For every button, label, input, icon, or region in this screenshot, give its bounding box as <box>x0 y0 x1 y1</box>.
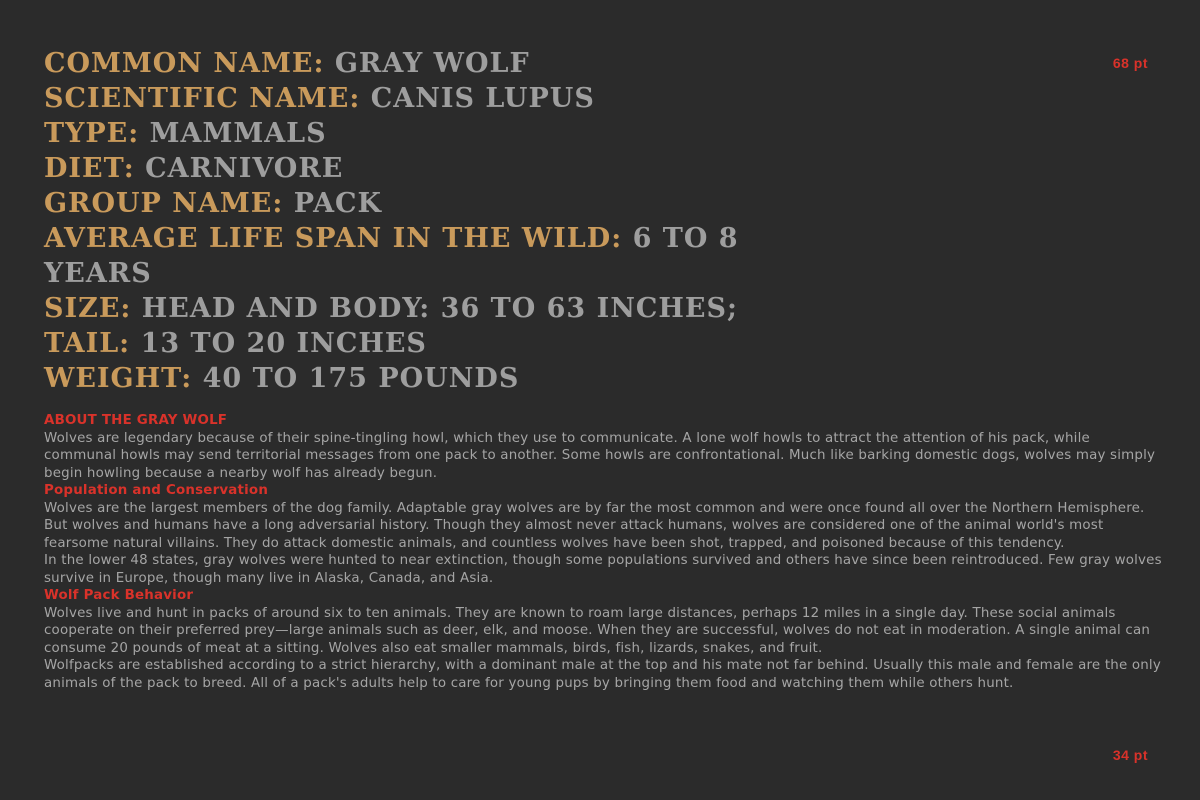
fact-sheet <box>44 46 1124 396</box>
fact-key: SIZE: <box>44 293 132 324</box>
fact-key: WEIGHT: <box>44 363 193 394</box>
fact-value: PACK <box>293 188 382 219</box>
fact-key: AVERAGE LIFE SPAN IN THE WILD: <box>44 223 623 254</box>
fact-value: CANIS LUPUS <box>370 83 595 114</box>
font-size-label-large: 68 pt <box>1112 55 1148 71</box>
fact-key: GROUP NAME: <box>44 188 284 219</box>
section-heading-about: ABOUT THE GRAY WOLF <box>44 413 228 428</box>
fact-key: TYPE: <box>44 118 140 149</box>
section-heading-behavior: Wolf Pack Behavior <box>44 588 194 603</box>
fact-life-span-continued <box>44 256 1124 291</box>
paragraph-population-1: Wolves are the largest members of the dog family. Adaptable gray wolves are by far the most common and were once found all over the Northern Hemisphere. But wolves and humans have a long adversarial history. Though they almost never attack humans, wolves are considered one of the animal world's most fearsome natural villains. They do attack domestic animals, and countless wolves have been shot, trapped, and poisoned because of this tendency. <box>44 500 1145 551</box>
fact-value: YEARS <box>44 258 152 289</box>
fact-size <box>44 291 1124 326</box>
paragraph-about: Wolves are legendary because of their spine-tingling howl, which they use to communicate. A lone wolf howls to attract the attention of his pack, while communal howls may send territorial messages from one pack to another. Some howls are confrontational. Much like barking domestic dogs, wolves may simply begin howling because a nearby wolf has already begun. <box>44 430 1156 481</box>
fact-value: 40 TO 175 POUNDS <box>202 363 520 394</box>
fact-key: TAIL: <box>44 328 131 359</box>
fact-weight <box>44 361 1124 396</box>
paragraph-behavior-1: Wolves live and hunt in packs of around six to ten animals. They are known to roam large distances, perhaps 12 miles in a single day. These social animals cooperate on their preferred prey—large animals such as deer, elk, and moose. When they are successful, wolves do not eat in moderation. A single animal can consume 20 pounds of meat at a sitting. Wolves also eat smaller mammals, birds, fish, lizards, snakes, and fruit. <box>44 605 1151 656</box>
fact-value: MAMMALS <box>149 118 327 149</box>
article-body <box>44 412 1164 692</box>
fact-type <box>44 116 1124 151</box>
fact-key: COMMON NAME: <box>44 48 325 79</box>
fact-tail <box>44 326 1124 361</box>
fact-value: HEAD AND BODY: 36 TO 63 INCHES; <box>141 293 738 324</box>
fact-group-name <box>44 186 1124 221</box>
fact-value: 6 TO 8 <box>632 223 739 254</box>
section-heading-population: Population and Conservation <box>44 483 269 498</box>
font-size-label-small: 34 pt <box>1112 747 1148 763</box>
paragraph-population-2: In the lower 48 states, gray wolves were hunted to near extinction, though some populations survived and others have since been reintroduced. Few gray wolves survive in Europe, though many live in Alaska, Canada, and Asia. <box>44 553 1162 586</box>
fact-scientific-name <box>44 81 1124 116</box>
fact-common-name <box>44 46 1124 81</box>
fact-value: CARNIVORE <box>145 153 344 184</box>
fact-value: GRAY WOLF <box>334 48 530 79</box>
fact-key: DIET: <box>44 153 135 184</box>
fact-diet <box>44 151 1124 186</box>
fact-life-span <box>44 221 1124 256</box>
paragraph-behavior-2: Wolfpacks are established according to a strict hierarchy, with a dominant male at the top and his mate not far behind. Usually this male and female are the only animals of the pack to breed. All of a pack's adults help to care for young pups by bringing them food and watching them while others hunt. <box>44 658 1161 691</box>
fact-value: 13 TO 20 INCHES <box>140 328 427 359</box>
fact-key: SCIENTIFIC NAME: <box>44 83 361 114</box>
